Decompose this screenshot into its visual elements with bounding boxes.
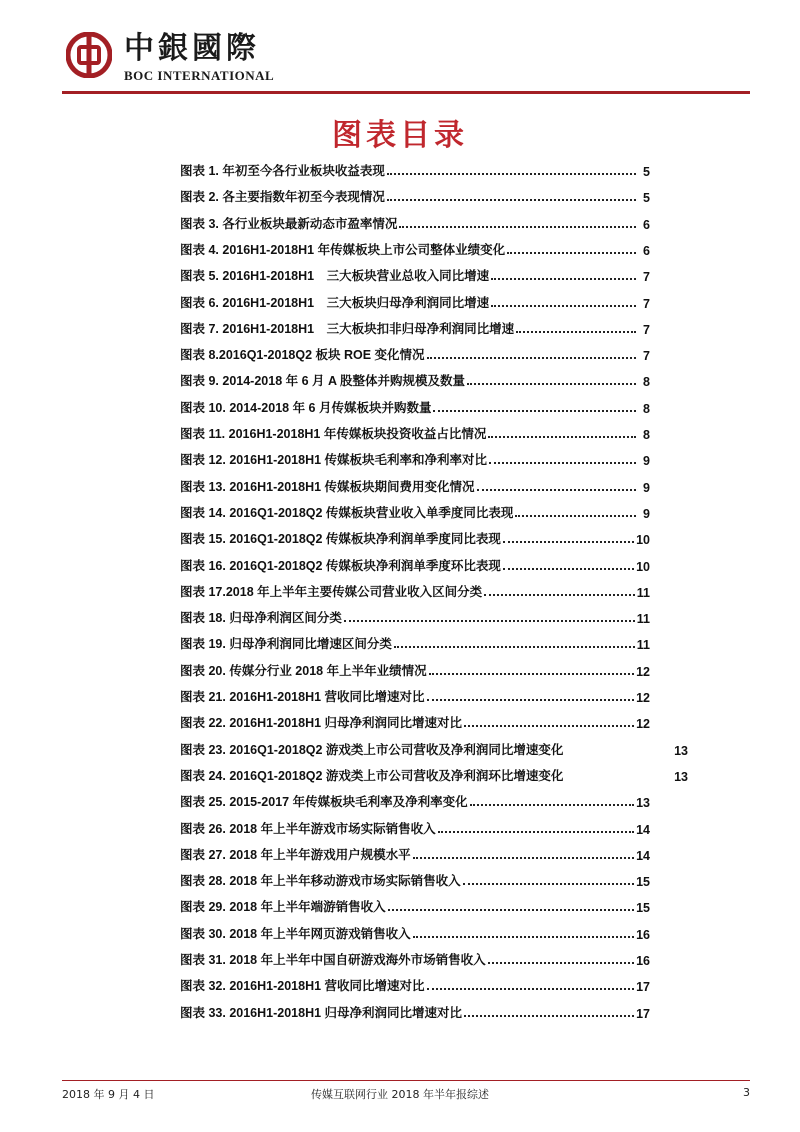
toc-entry-page: 12 [636, 717, 650, 732]
toc-entry-title: 图表 16. 2016Q1-2018Q2 传媒板块净利润单季度环比表现 [180, 558, 501, 573]
toc-entry[interactable] [180, 471, 650, 495]
toc-dot-leader [344, 620, 635, 622]
toc-entry[interactable] [180, 313, 650, 337]
toc-entry-title: 图表 24. 2016Q1-2018Q2 游戏类上市公司营收及净利润环比增速变化 [180, 768, 564, 783]
toc-entry-page: 14 [636, 822, 650, 837]
toc-dot-leader [463, 883, 634, 885]
toc-entry-page: 6 [643, 243, 650, 258]
toc-entry-title: 图表 13. 2016H1-2018H1 传媒板块期间费用变化情况 [180, 479, 475, 494]
toc-entry[interactable] [180, 339, 650, 363]
toc-entry[interactable] [180, 760, 688, 784]
toc-dot-leader [387, 199, 636, 201]
toc-entry-page: 13 [674, 743, 688, 758]
toc-entry[interactable] [180, 550, 650, 574]
toc-entry-title: 图表 30. 2018 年上半年网页游戏销售收入 [180, 926, 411, 941]
toc-entry-title: 图表 7. 2016H1-2018H1 三大板块扣非归母净利润同比增速 [180, 321, 515, 336]
toc-entry-page: 8 [643, 428, 650, 442]
toc-entry[interactable] [180, 628, 650, 652]
toc-entry-title: 图表 23. 2016Q1-2018Q2 游戏类上市公司营收及净利润同比增速变化 [180, 742, 564, 757]
toc-entry-title: 图表 25. 2015-2017 年传媒板块毛利率及净利率变化 [180, 795, 468, 810]
toc-entry[interactable] [180, 707, 650, 731]
toc-entry-title: 图表 19. 归母净利润同比增速区间分类 [180, 637, 392, 652]
toc-entry[interactable] [180, 260, 650, 284]
toc-entry[interactable] [180, 944, 650, 968]
toc-dot-leader [484, 594, 635, 596]
toc-entry[interactable] [180, 155, 650, 179]
toc-entry-page: 15 [636, 901, 650, 916]
toc-entry[interactable] [180, 970, 650, 994]
toc-dot-leader [427, 357, 636, 359]
page-header [62, 24, 752, 94]
toc-entry-page: 10 [636, 559, 650, 574]
toc-entry-page: 13 [674, 769, 688, 784]
toc-dot-leader [488, 436, 636, 438]
toc-dot-leader [516, 331, 636, 333]
toc-dot-leader [503, 541, 634, 543]
toc-entry-title: 图表 31. 2018 年上半年中国自研游戏海外市场销售收入 [180, 953, 486, 967]
toc-entry-page: 15 [636, 875, 650, 890]
toc-dot-leader [413, 857, 634, 859]
toc-entry[interactable] [180, 602, 650, 626]
toc-entry-title: 图表 29. 2018 年上半年端游销售收入 [180, 900, 386, 915]
toc-entry-page: 11 [636, 638, 650, 653]
toc-dot-leader [387, 173, 636, 175]
toc-dot-leader [491, 278, 636, 280]
toc-entry-title: 图表 2. 各主要指数年初至今表现情况 [180, 190, 385, 205]
toc-dot-leader [427, 699, 635, 701]
toc-dot-leader [399, 226, 636, 228]
toc-dot-leader [433, 410, 636, 412]
toc-entry-title: 图表 22. 2016H1-2018H1 归母净利润同比增速对比 [180, 716, 463, 731]
toc-dot-leader [394, 646, 635, 648]
toc-entry[interactable] [180, 813, 650, 837]
toc-entry-title: 图表 12. 2016H1-2018H1 传媒板块毛利率和净利率对比 [180, 453, 488, 468]
toc-entry-title: 图表 17.2018 年上半年主要传媒公司营业收入区间分类 [180, 584, 483, 599]
toc-entry[interactable] [180, 418, 650, 442]
toc-entry-page: 11 [636, 612, 650, 627]
toc-entry-page: 16 [636, 954, 650, 968]
toc-entry-title: 图表 15. 2016Q1-2018Q2 传媒板块净利润单季度同比表现 [180, 532, 501, 547]
toc-dot-leader [477, 489, 636, 491]
toc-entry-page: 7 [643, 270, 650, 285]
toc-dot-leader [464, 725, 634, 727]
toc-dot-leader [488, 962, 634, 964]
toc-entry-title: 图表 9. 2014-2018 年 6 月 A 股整体并购规模及数量 [180, 374, 466, 389]
footer-divider [62, 1080, 750, 1081]
toc-entry[interactable] [180, 576, 650, 600]
toc-entry[interactable] [180, 918, 650, 942]
toc-entry-title: 图表 28. 2018 年上半年移动游戏市场实际销售收入 [180, 874, 461, 889]
toc-entry-title: 图表 10. 2014-2018 年 6 月传媒板块并购数量 [180, 400, 432, 415]
toc-dot-leader [507, 252, 636, 254]
toc-entry[interactable] [180, 497, 650, 521]
toc-entry[interactable] [180, 287, 650, 311]
page-title: 图表目录 [332, 118, 468, 153]
toc-entry-page: 8 [643, 375, 650, 390]
toc-entry-page: 5 [643, 165, 650, 179]
toc-entry[interactable] [180, 392, 650, 416]
toc-entry-page: 12 [636, 691, 650, 705]
toc-entry-title: 图表 5. 2016H1-2018H1 三大板块营业总收入同比增速 [180, 269, 490, 284]
toc-entry[interactable] [180, 786, 650, 810]
toc-entry-title: 图表 6. 2016H1-2018H1 三大板块归母净利润同比增速 [180, 295, 490, 310]
toc-entry-title: 图表 4. 2016H1-2018H1 年传媒板块上市公司整体业绩变化 [180, 242, 506, 257]
toc-dot-leader [388, 909, 634, 911]
toc-entry-page: 16 [636, 927, 650, 942]
toc-entry-page: 9 [643, 480, 650, 495]
toc-entry-title: 图表 3. 各行业板块最新动态市盈率情况 [180, 216, 398, 231]
toc-entry[interactable] [180, 208, 650, 232]
toc-entry-page: 14 [636, 848, 650, 863]
toc-entry-page: 9 [643, 454, 650, 469]
footer-page-number: 3 [743, 1086, 750, 1099]
toc-entry-page: 7 [643, 296, 650, 311]
toc-entry[interactable] [180, 655, 650, 679]
toc-entry[interactable] [180, 444, 650, 468]
toc-entry[interactable] [180, 365, 650, 389]
toc-entry-title: 图表 21. 2016H1-2018H1 营收同比增速对比 [180, 690, 425, 704]
toc-entry-page: 7 [643, 349, 650, 364]
footer-date: 2018 年 9 月 4 日 [62, 1088, 155, 1101]
toc-entry-title: 图表 8.2016Q1-2018Q2 板块 ROE 变化情况 [180, 348, 425, 363]
toc-entry-page: 6 [643, 217, 650, 232]
boc-logo-icon [66, 32, 112, 78]
toc-entry[interactable] [180, 891, 650, 915]
toc-entry-page: 13 [636, 796, 650, 811]
toc-dot-leader [489, 462, 636, 464]
toc-entry-title: 图表 1. 年初至今各行业板块收益表现 [180, 164, 385, 178]
toc-entry[interactable] [180, 181, 650, 205]
toc-dot-leader [470, 804, 635, 806]
toc-entry-title: 图表 20. 传媒分行业 2018 年上半年业绩情况 [180, 663, 427, 678]
toc-dot-leader [464, 1015, 634, 1017]
toc-entry[interactable] [180, 681, 650, 705]
footer-document-name: 传媒互联网行业 2018 年半年报综述 [311, 1088, 489, 1101]
toc-entry-page: 17 [636, 1006, 650, 1021]
toc-entry-title: 图表 18. 归母净利润区间分类 [180, 611, 342, 626]
toc-dot-leader [429, 673, 635, 675]
toc-entry-page: 12 [636, 664, 650, 679]
toc-entry[interactable] [180, 839, 650, 863]
toc-dot-leader [438, 831, 634, 833]
toc-entry-title: 图表 27. 2018 年上半年游戏用户规模水平 [180, 847, 411, 862]
toc-dot-leader [413, 936, 634, 938]
toc-entry-page: 11 [636, 585, 650, 600]
toc-dot-leader [515, 515, 636, 517]
toc-dot-leader [427, 988, 635, 990]
toc-entry-page: 7 [643, 322, 650, 337]
toc-dot-leader [491, 305, 636, 307]
toc-entry-title: 图表 14. 2016Q1-2018Q2 传媒板块营业收入单季度同比表现 [180, 505, 514, 520]
toc-entry-title: 图表 11. 2016H1-2018H1 年传媒板块投资收益占比情况 [180, 427, 487, 441]
toc-entry[interactable] [180, 734, 688, 758]
logo-english-text: BOC INTERNATIONAL [124, 68, 275, 83]
toc-entry[interactable] [180, 234, 650, 258]
toc-entry-title: 图表 32. 2016H1-2018H1 营收同比增速对比 [180, 979, 425, 994]
toc-dot-leader [503, 568, 634, 570]
toc-entry-page: 10 [636, 533, 650, 548]
logo-chinese-text: 中銀國際 [124, 31, 260, 66]
toc-dot-leader [467, 383, 636, 385]
toc-entry-page: 17 [636, 980, 650, 995]
toc-entry-title: 图表 33. 2016H1-2018H1 归母净利润同比增速对比 [180, 1005, 463, 1020]
toc-entry[interactable] [180, 997, 650, 1021]
header-divider [62, 91, 750, 94]
toc-entry-page: 8 [643, 401, 650, 416]
toc-entry-title: 图表 26. 2018 年上半年游戏市场实际销售收入 [180, 821, 436, 836]
toc-entry[interactable] [180, 523, 650, 547]
toc-entry[interactable] [180, 865, 650, 889]
toc-entry-page: 5 [643, 191, 650, 206]
toc-entry-page: 9 [643, 506, 650, 521]
